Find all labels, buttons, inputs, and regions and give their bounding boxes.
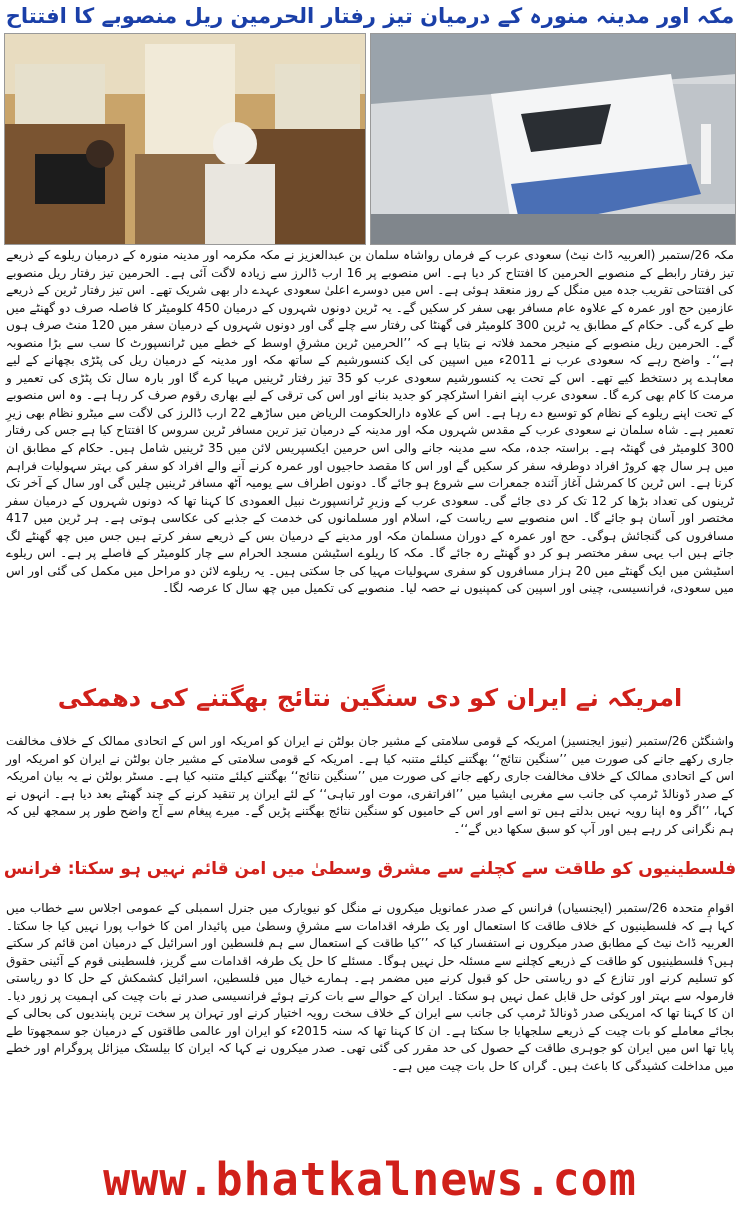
- article-iran-text: واشنگٹن 26/ستمبر (نیوز ایجنسیز) امریکہ کے قومی سلامتی کے مشیر جان بولٹن نے ایران کو امریکہ اور اس کے اتحادی ممالک کے خلاف مخالفت جاری رکھے جانے کی صورت میں ’’سنگین نتائج‘‘ بھگتنے کیلئے متنبہ کیا ہے۔ امریکہ کے قومی سلامتی کے مشیر جان بولٹن نے ایران کو امریکہ اور اس کے اتحادی ممالک کے خلاف مخالفت جاری رکھے جانے کی صورت میں ’’سنگین نتائج‘‘ بھگتنے کیلئے متنبہ کیا ہے۔ مسٹر بولٹن نے یہ بیان امریکہ کے صدر ڈونالڈ ٹرمپ کی جانب سے مغربی ایشیا میں ’’افراتفری، موت اور تباہی‘‘ کے لئے ایران پر تنقید کرنے کے چند گھنٹے بعد دیا ہے۔ انہوں نے کہا، ’’اگر وہ اپنا رویہ نہیں بدلتے ہیں تو اسے اور اس کے حامیوں کو سنگین نتائج بھگتنے پڑیں گے۔ میرے پیغام سے آج واضح طور پر سمجھ لیں کہ ہم نگرانی کر رہے ہیں اور آپ کو سبق سکھا دیں گے‘‘۔: [6, 734, 734, 836]
- train-platform-photo: [370, 33, 736, 245]
- train-exterior-illustration: [371, 34, 736, 245]
- section-headline-france: فلسطینیوں کو طاقت سے کچلنے سے مشرق وسطیٰ میں امن قائم نہیں ہو سکتا: فرانس: [3, 859, 737, 879]
- train-interior-illustration: [5, 34, 366, 245]
- photo-strip: [4, 33, 736, 245]
- article-railway-text: مکہ 26/ستمبر (العربیہ ڈاٹ نیٹ) سعودی عرب کے فرماں رواشاہ سلمان بن عبدالعزیز نے مکہ مکرمہ اور مدینہ منورہ کے درمیان ریلوے کے ذریعے تیز رفتار رابطے کے منصوبے الحرمین کا افتتاح کر دیا ہے۔ اس منصوبے پر 16 ارب ڈالرز سے زیادہ لاگت آئی ہے۔ الحرمین تیز رفتار ریل منصوبے کی افتتاحی تقریب جدہ میں منگل کے روز منعقد ہوئی ہے۔ اس میں دوسرے اعلیٰ سعودی عہدے دار بھی شریک تھے۔ اس تیز رفتار ٹرین کے ذریعے عازمین حج اور عمرہ کے علاوہ عام مسافر بھی سفر کر سکیں گے۔ یہ ٹرین دونوں شہروں کے درمیان 450 کلومیٹر کا فاصلہ صرف دو گھنٹے میں طے کرے گی۔ حکام کے مطابق یہ ٹرین 300 کلومیٹر فی گھنٹا کی رفتار سے چلے گی اور دونوں شہروں کے درمیان سفر میں 120 منٹ صرف ہوں گے۔ الحرمین ریل منصوبے کے منیجر محمد فلاتہ نے بتایا ہے کہ ’’الحرمین ٹرین مشرقِ اوسط کے خطے میں ٹرانسپورٹ کا سب سے بڑا منصوبہ ہے‘‘۔ واضح رہے کہ سعودی عرب نے 2011ء میں اسپین کی ایک کنسورشیم کے ساتھ مکہ اور مدینہ کے درمیان ریل کی پٹڑی بچھانے کے لیے معاہدے پر دستخط کیے تھے۔ اس کے تحت یہ کنسورشیم سعودی عرب کو 35 تیز رفتار ٹرینیں مہیا کرے گا اور بارہ سال تک پٹڑی کی تعمیر و مرمت کا کام بھی کرے گا۔ سعودی عرب اپنے انفرا اسٹرکچر کو جدید بنانے اور اس کی ترقی کے لیے بھاری رقوم صرف کر رہا ہے۔ وہ اس منصوبے کے تحت اپنے ریلوے کے نظام کو توسیع دے رہا ہے۔ اس کے علاوہ دارالحکومت الریاض میں ساڑھے 22 ارب ڈالرز کی لاگت سے میٹرو نظام بھی زیرِ تعمیر ہے۔ شاہ سلمان نے سعودی عرب کے مقدس شہروں مکہ اور مدینہ کے درمیان تیز ترین مسافر ٹرین سروس کا افتتاح کیا ہے جس کی رفتار 300 کلومیٹر فی گھنٹہ ہے۔ براستہ جدہ، مکہ سے مدینہ جانے والی اس حرمین ایکسپریس لائن میں 35 ٹرینیں شامل ہیں۔ حکام کے مطابق ان میں ہر سال چھ کروڑ افراد دوطرفہ سفر کر سکیں گے اور اس کا مقصد حاجیوں اور عمرہ کرنے آنے والے افراد کو سفر کی بہتر سہولیات فراہم کرنا ہے۔ اس ٹرین کا کمرشل آغاز آئندہ جمعرات سے شروع ہو جائے گا۔ دونوں اطراف سے یومیہ آٹھ مسافر ٹرینیں چلیں گی اور سال کے آخر تک ٹرینوں کی تعداد بڑھا کر 12 تک کر دی جائے گی۔ سعودی عرب کے وزیرِ ٹرانسپورٹ نبیل العمودی کا کہنا تھا کہ دونوں شہروں کے درمیان سفر مختصر اور آسان ہو جائے گا۔ اس منصوبے سے ریاست کے، اسلام اور مسلمانوں کی خدمت کے جذبے کی عکاسی ہوتی ہے۔ ہر ٹرین میں 417 مسافروں کی گنجائش ہوگی۔ حج اور عمرہ کے دوران مسلمان مکہ اور مدینے کے درمیان بس کے ذریعے سفر کرتے ہیں جس میں چھ گھنٹے لگ جاتے ہیں اب یہی سفر مختصر ہو کر دو گھنٹے رہ جائے گا۔ مکہ کا ریلوے اسٹیشن مسجد الحرام سے چار کلومیٹر کے فاصلے پر ہے۔ اس ریلوے اسٹیشن میں ایک گھنٹے میں 20 ہزار مسافروں کو سفری سہولیات مہیا کی جا سکتی ہیں۔ یہ ریلوے لائن دو مراحل میں مکمل کی گئی اور اس میں سعودی، فرانسیسی، چینی اور اسپین کی کمپنیوں نے حصہ لیا۔ منصوبے کی تکمیل میں چھ سال کا عرصہ لگا۔: [6, 248, 735, 596]
- site-url-footer[interactable]: www.bhatkalnews.com: [103, 1153, 637, 1206]
- main-headline: مکہ اور مدینہ منورہ کے درمیان تیز رفتار الحرمین ریل منصوبے کا افتتاح: [5, 4, 735, 28]
- section-headline-iran: امریکہ نے ایران کو دی سنگین نتائج بھگتنے کی دھمکی: [57, 684, 683, 712]
- train-interior-photo: [4, 33, 366, 245]
- article-france-text: اقوامِ متحدہ 26/ستمبر (ایجنسیاں) فرانس کے صدر عمانویل میکروں نے منگل کو نیویارک میں جنرل اسمبلی کے عمومی اجلاس سے خطاب میں کہا ہے کہ فلسطینیوں کے خلاف طاقت کا استعمال اور یک طرفہ اقدامات سے مشرقِ وسطیٰ میں پائیدار امن کا خواب پورا نہیں کیا جا سکتا۔ العربیہ ڈاٹ نیٹ کے مطابق صدر میکروں نے استفسار کیا کہ ’’کیا طاقت کے استعمال سے ہم فلسطین اور اسرائیل کے درمیان امن قائم کر سکتے ہیں؟ فلسطینیوں کو طاقت کے ذریعے کچلنے سے مسئلہ حل نہیں ہوگا۔ مسئلے کا حل یک طرفہ اقدامات سے گریز، فلسطینی قوم کے آئینی حقوق کو تسلیم کرنے اور تنازع کے دو ریاستی حل کو قبول کرنے میں مضمر ہے۔ ہمارے خیال میں فلسطین، اسرائیل کشمکش کے حل کا دو ریاستی فارمولہ سے بہتر اور کوئی حل قابل عمل نہیں ہو سکتا۔ ایران کے حوالے سے بات کرتے ہوئے فرانسیسی صدر نے بات چیت کی اہمیت پر زور دیا۔ ان کا کہنا تھا کہ امریکی صدر ڈونالڈ ٹرمپ کی جانب سے ایران کے خلاف سخت رویہ اختیار کرنے اور تہران پر سخت ترین پابندیوں کی بحالی کے بجائے معاملے کو بات چیت کے ذریعے سلجھایا جا سکتا ہے۔ ان کا کہنا تھا کہ سنہ 2015ء کو ایران اور عالمی طاقتوں کے درمیان جو سمجھوتا طے پایا تھا اس میں ایران کو جوہری طاقت کے حصول کی حد مقرر کی گئی تھی۔ صدر میکروں نے کہا کہ ایران کا بیلسٹک میزائل پروگرام اور خطے میں مداخلت کشیدگی کا باعث ہیں۔ گراں کا حل بات چیت میں ہے۔: [6, 901, 734, 1073]
